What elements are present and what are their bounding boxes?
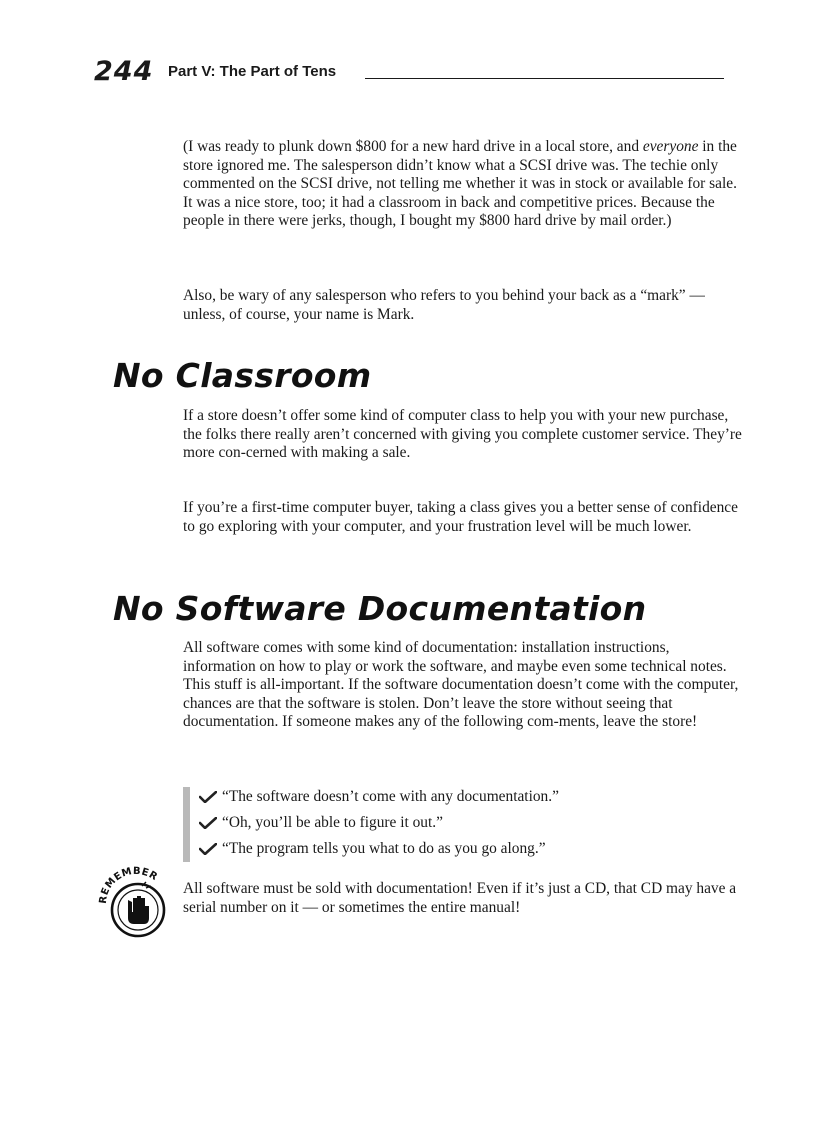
remember-paragraph: All software must be sold with documentation! Even if it’s just a CD, that CD may have a serial number on it — or sometimes the entire manual!	[183, 880, 737, 916]
section-heading-no-software-documentation: No Software Documentation	[113, 589, 647, 628]
header-rule	[365, 78, 724, 79]
list-item	[190, 839, 750, 865]
intro-paragraph-2: Also, be wary of any salesperson who refers to you behind your back as a “mark” — unless, of course, your name is Mark.	[183, 287, 705, 323]
section-heading-no-classroom: No Classroom	[113, 356, 372, 395]
remember-icon	[96, 860, 174, 942]
bullet-text: “The program tells you what to do as you go along.”	[222, 840, 546, 857]
bullet-text: “Oh, you’ll be able to figure it out.”	[222, 814, 443, 831]
list-item	[190, 813, 750, 839]
intro-text-b: in the store ignored me. The salesperson didn’t know what a SCSI drive was. The techie only commented on the SCSI drive, not telling me whether it was in stock or available for sale. It was a nice store, too; it had a classroom in back and competitive prices. Because the people in there were jerks, though, I bought my $800 hard drive by mail order.)	[183, 138, 737, 230]
intro-paragraph-1	[183, 138, 743, 231]
comment-bullet-list	[183, 787, 750, 862]
intro-text-a: (I was ready to plunk down $800 for a new hard drive in a local store, and	[183, 138, 643, 155]
check-icon	[199, 817, 217, 829]
list-item	[190, 787, 750, 813]
svg-text:REMEMBER: REMEMBER	[97, 865, 160, 905]
bullet-text: “The software doesn’t come with any documentation.”	[222, 788, 559, 805]
check-icon	[199, 843, 217, 855]
part-title: Part V: The Part of Tens	[168, 63, 337, 80]
classroom-paragraph-1: If a store doesn’t offer some kind of computer class to help you with your new purchase, the folks there really aren’t concerned with giving you complete customer service. They’re more con-cerned with making a sale.	[183, 407, 742, 462]
documentation-paragraph: All software comes with some kind of documentation: installation instructions, information on how to play or work the software, and maybe even some technical notes. This stuff is all-important. If the software documentation doesn’t come with the computer, chances are that the software is stolen. Don’t leave the store without seeing that documentation. If someone makes any of the following com-ments, leave the store!	[183, 639, 739, 731]
classroom-paragraph-2: If you’re a first-time computer buyer, taking a class gives you a better sense of confidence to go exploring with your computer, and your frustration level will be much lower.	[183, 499, 738, 535]
page-header	[94, 56, 724, 88]
check-icon	[199, 791, 217, 803]
page-number: 244	[94, 56, 154, 87]
intro-emphasis: everyone	[642, 138, 699, 155]
